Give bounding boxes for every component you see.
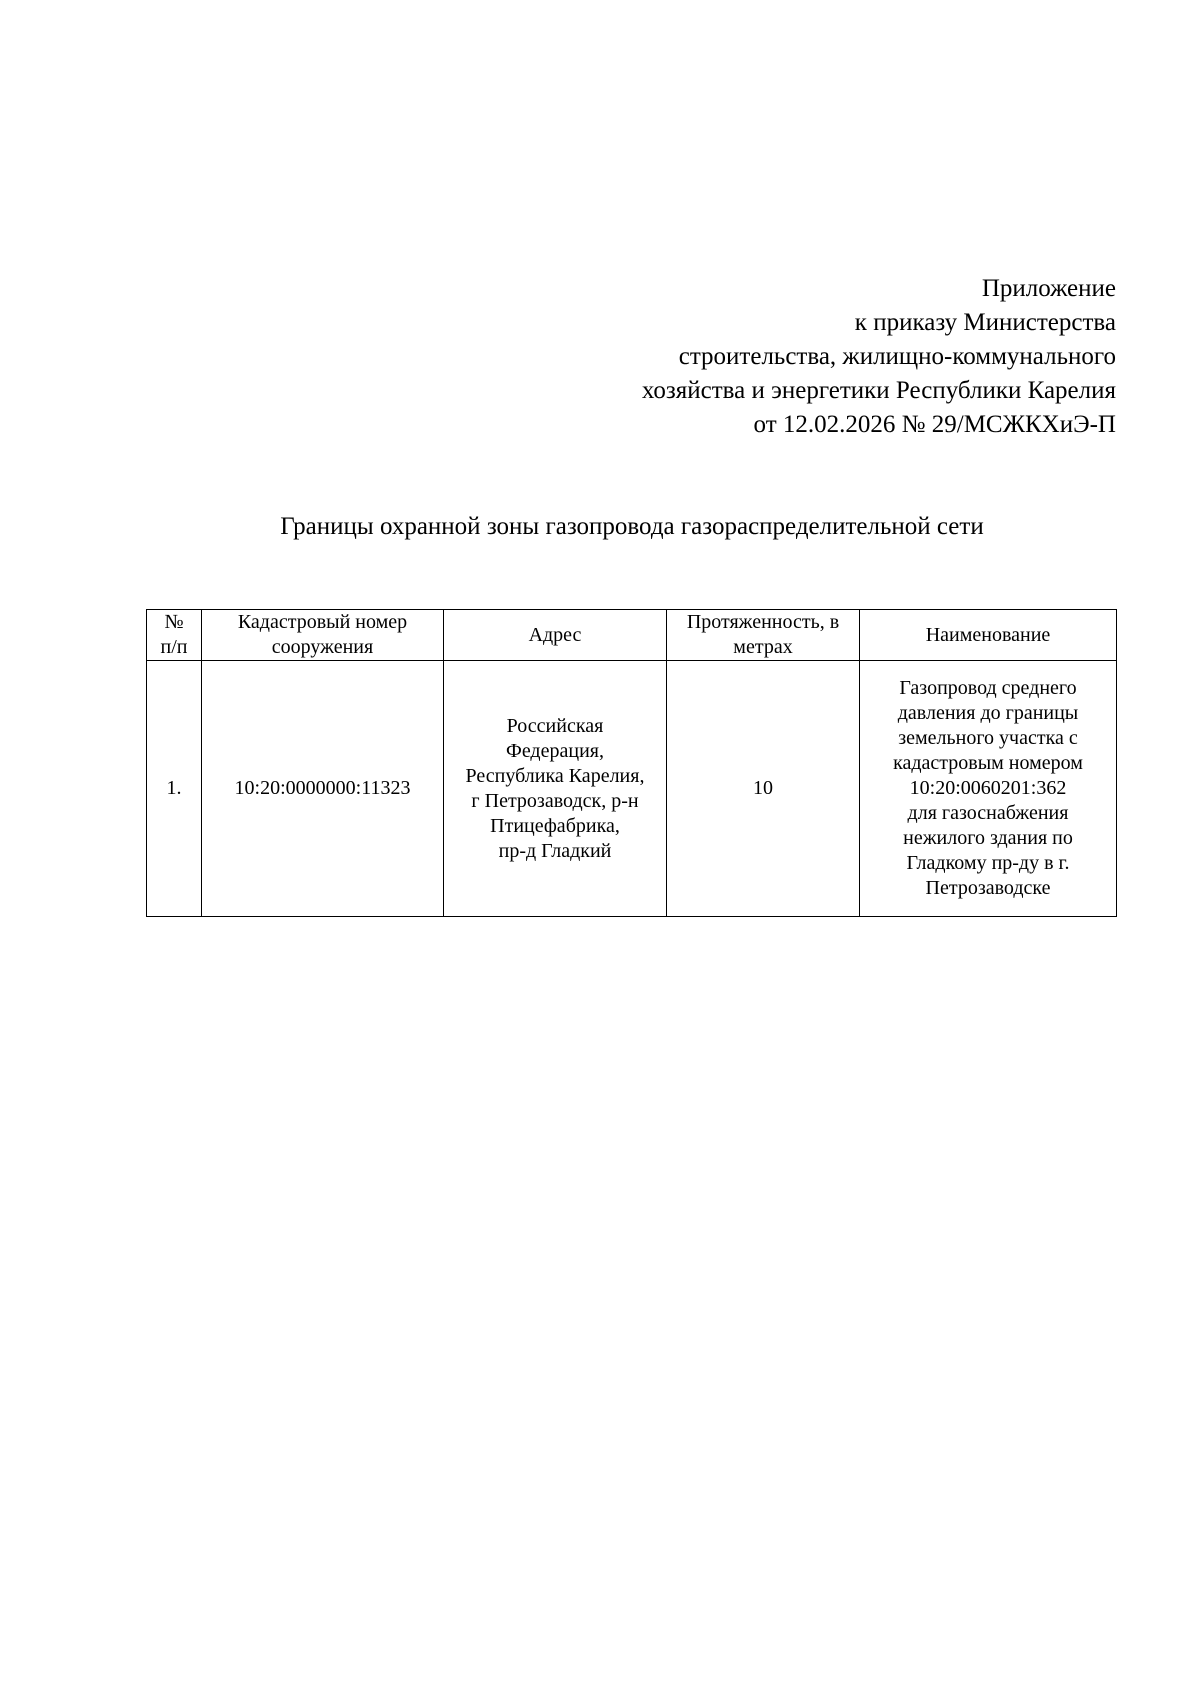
appendix-block xyxy=(416,272,1116,442)
cell-number: 1. xyxy=(147,661,202,917)
cell-length: 10 xyxy=(667,661,860,917)
table-header-row xyxy=(147,610,1117,661)
appendix-line: строительства, жилищно-коммунального xyxy=(678,343,1116,370)
appendix-line: Приложение xyxy=(981,275,1116,302)
header-number: № п/п xyxy=(147,610,202,661)
header-length: Протяженность, в метрах xyxy=(667,610,860,661)
document-title: Границы охранной зоны газопровода газораспределительной сети xyxy=(280,513,984,540)
table-row xyxy=(147,661,1117,917)
header-address: Адрес xyxy=(444,610,667,661)
cell-name: Газопровод среднего давления до границы земельного участка с кадастровым номером 10:20:0060201:362 для газоснабжения нежилого здания по Гладкому пр-ду в г. Петрозаводске xyxy=(860,661,1117,917)
appendix-line: хозяйства и энергетики Республики Карелия xyxy=(641,377,1116,404)
cell-cadastral-number: 10:20:0000000:11323 xyxy=(202,661,444,917)
appendix-line: к приказу Министерства xyxy=(854,309,1116,336)
appendix-line: от 12.02.2026 № 29/МСЖКХиЭ-П xyxy=(753,411,1116,438)
protection-zone-table xyxy=(146,609,1117,917)
header-cadastral-number: Кадастровый номер сооружения xyxy=(202,610,444,661)
cell-address: Российская Федерация, Республика Карелия, г Петрозаводск, р-н Птицефабрика, пр-д Гладкий xyxy=(444,661,667,917)
header-name: Наименование xyxy=(860,610,1117,661)
